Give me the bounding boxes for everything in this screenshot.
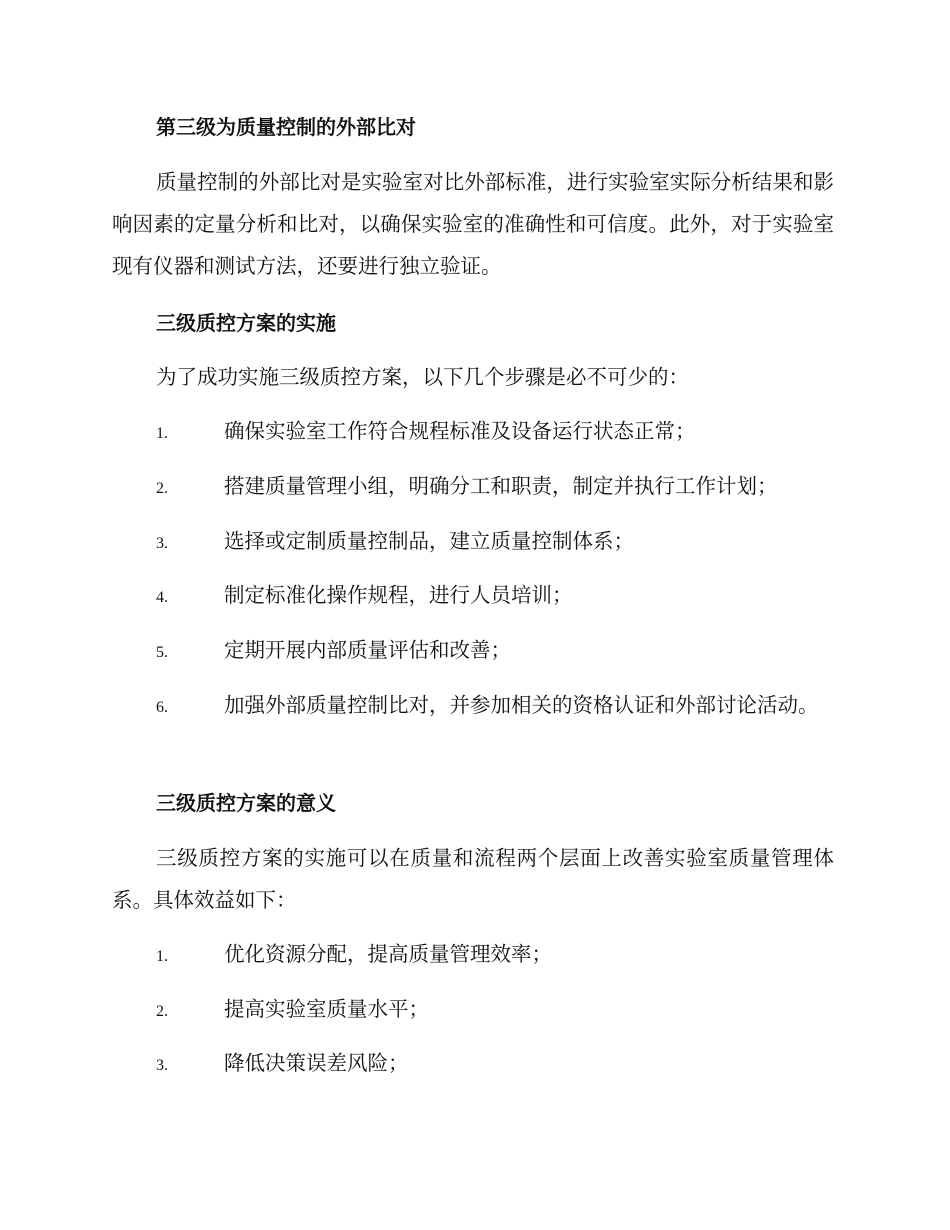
list-item-text: 确保实验室工作符合规程标准及设备运行状态正常； <box>224 419 696 443</box>
list-number: 6. <box>156 699 168 716</box>
list-item <box>112 520 834 565</box>
list-number: 1. <box>156 425 168 442</box>
list-item-text: 优化资源分配，提高质量管理效率； <box>224 942 552 966</box>
list-item <box>112 933 834 978</box>
list-number: 1. <box>156 948 168 965</box>
list-item-text: 搭建质量管理小组，明确分工和职责，制定并执行工作计划； <box>224 474 778 498</box>
paragraph-significance-intro: 三级质控方案的实施可以在质量和流程两个层面上改善实验室质量管理体系。具体效益如下： <box>112 846 834 912</box>
section-heading-external-comparison: 第三级为质量控制的外部比对 <box>156 115 416 139</box>
list-number: 3. <box>156 1057 168 1074</box>
list-item <box>112 410 834 455</box>
list-item-text: 制定标准化操作规程，进行人员培训； <box>224 583 573 607</box>
list-item-text: 降低决策误差风险； <box>224 1051 409 1075</box>
list-number: 5. <box>156 644 168 661</box>
list-item <box>112 684 834 729</box>
list-number: 2. <box>156 1003 168 1020</box>
list-item <box>112 629 834 674</box>
list-item <box>112 1042 834 1087</box>
list-item <box>112 465 834 510</box>
list-item <box>112 988 834 1033</box>
list-item-text: 选择或定制质量控制品，建立质量控制体系； <box>224 529 634 553</box>
list-number: 4. <box>156 589 168 606</box>
list-item-text: 提高实验室质量水平； <box>224 997 429 1021</box>
section-heading-significance: 三级质控方案的意义 <box>156 791 336 815</box>
list-number: 2. <box>156 480 168 497</box>
section-heading-implementation: 三级质控方案的实施 <box>156 311 336 335</box>
list-item <box>112 574 834 619</box>
paragraph-implementation-intro: 为了成功实施三级质控方案，以下几个步骤是必不可少的： <box>156 365 689 389</box>
list-number: 3. <box>156 535 168 552</box>
paragraph-external-comparison: 质量控制的外部比对是实验室对比外部标准，进行实验室实际分析结果和影响因素的定量分析和比对，以确保实验室的准确性和可信度。此外，对于实验室现有仪器和测试方法，还要进行独立验证。 <box>112 170 834 278</box>
list-item-text: 定期开展内部质量评估和改善； <box>224 638 511 662</box>
list-item-text: 加强外部质量控制比对，并参加相关的资格认证和外部讨论活动。 <box>224 693 819 717</box>
